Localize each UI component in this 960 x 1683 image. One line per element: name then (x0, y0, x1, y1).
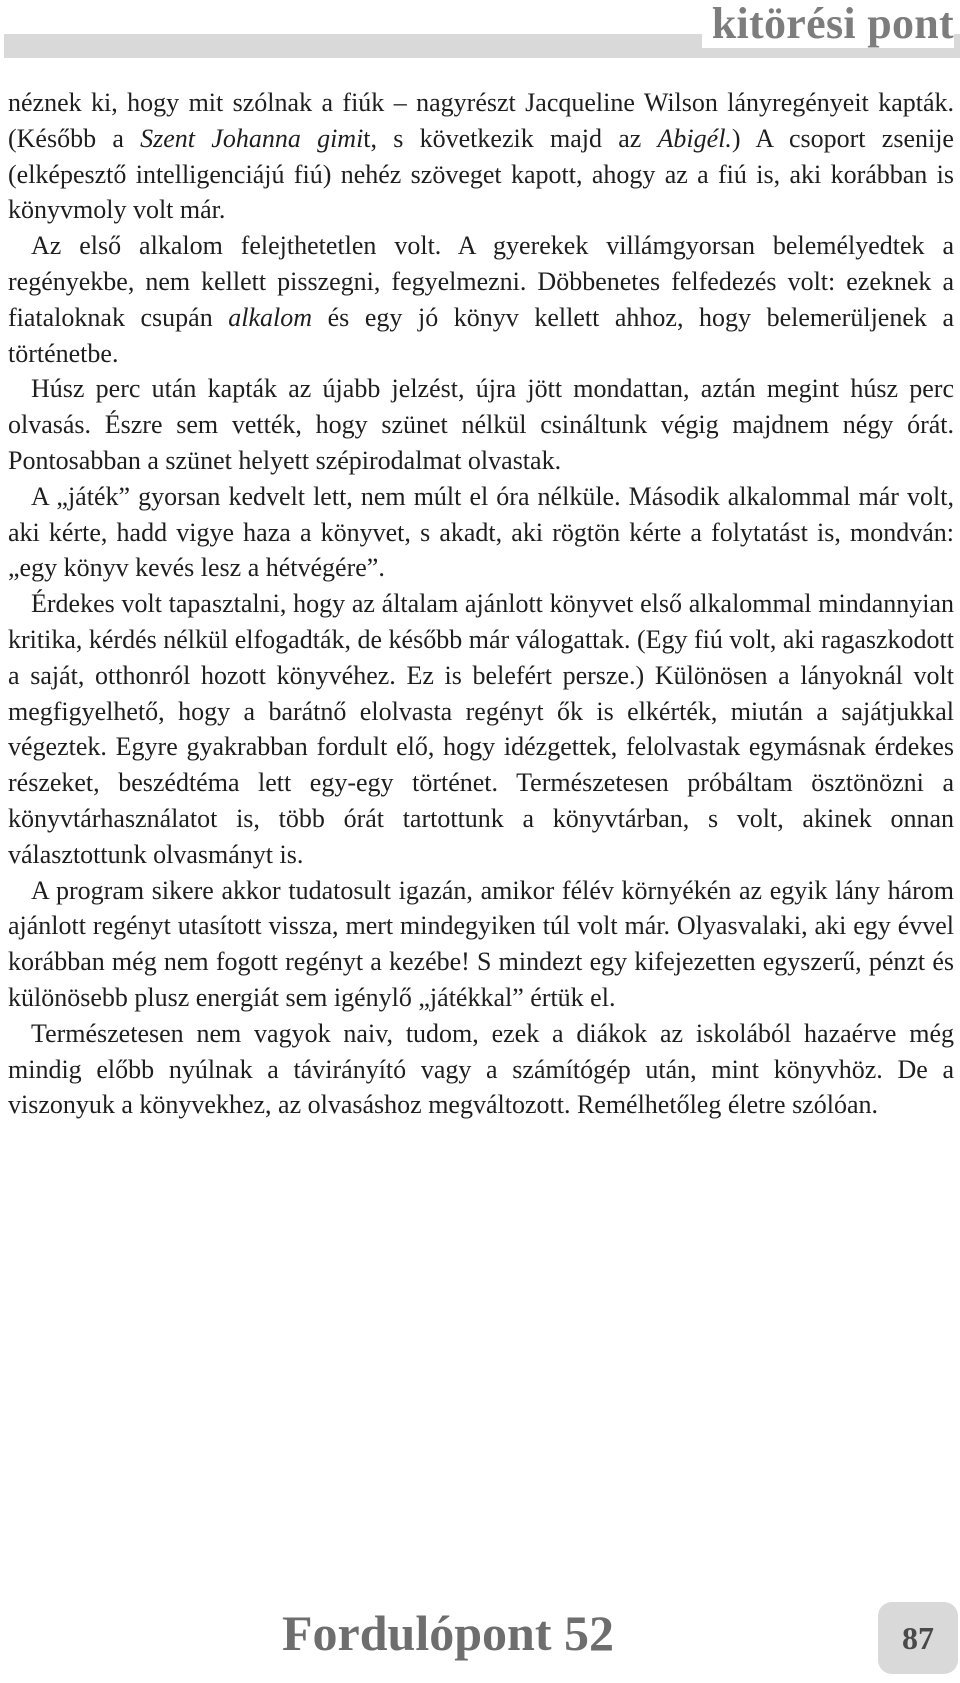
page-number-badge (878, 1602, 958, 1674)
paragraph (8, 85, 954, 228)
italic-text: alkalom (228, 302, 313, 332)
page-number: 87 (902, 1620, 934, 1656)
text-run: Érdekes volt tapasztalni, hogy az általam ajánlott könyvet első alkalommal mindannyian kritika, kérdés nélkül elfogadták, de később már válogattak. (Egy fiú volt, aki ragaszkodott a saját, otthonról hozott könyvéhez. Ez is belefért persze.) Különösen a lányoknál volt megfigyelhető, hogy a barátnő elolvasta regényt ők is elkérték, miután a sajátjukkal végeztek. Egyre gyakrabban fordult elő, hogy idézgettek, felolvastak egymásnak érdekes részeket, beszédtéma lett egy-egy történet. Természetesen próbáltam ösztönözni a könyvtárhasználatot is, több órát tartottunk a könyvtárban, s volt, akinek onnan választottunk olvasmányt is. (8, 589, 954, 869)
paragraph (8, 586, 954, 872)
paragraph (8, 371, 954, 478)
paragraph (8, 873, 954, 1016)
text-run: A program sikere akkor tudatosult igazán, amikor félév környékén az egyik lány három ajánlott regényt utasított vissza, mert mindegyiken túl volt már. Olyasvalaki, aki egy évvel korábban még nem fogott regényt a kezébe! S mindezt egy kifejezetten egyszerű, pénzt és különösebb plusz energiát sem igénylő „játékkal” értük el. (8, 875, 954, 1012)
paragraph (8, 1016, 954, 1123)
text-run: néznek ki, hogy mit szólnak a fiúk – nagyrészt Jacqueline Wilson lányregényeit kapták. (Később a (8, 88, 954, 153)
text-run: t, s következik majd az (363, 123, 658, 153)
journal-title: Fordulópont 52 (282, 1605, 615, 1661)
text-run: A „játék” gyorsan kedvelt lett, nem múlt el óra nélküle. Második alkalommal már volt, aki kérte, hadd vigye haza a könyvet, s akadt, aki rögtön kérte a folytatást is, mondván: „egy könyv kevés lesz a hétvégére”. (8, 481, 954, 583)
page-header (0, 0, 960, 60)
section-title: kitörési pont (702, 0, 954, 48)
paragraph (8, 479, 954, 586)
article-body (8, 85, 954, 1123)
italic-text: Abigél. (657, 123, 732, 153)
text-run: Természetesen nem vagyok naiv, tudom, ezek a diákok az iskolából hazaérve még mindig előbb nyúlnak a távirányító vagy a számítógép után, mint könyvhöz. De a viszonyuk a könyvekhez, az olvasáshoz megváltozott. Remélhetőleg életre szólóan. (8, 1018, 954, 1120)
text-run: és egy jó könyv kellett ahhoz, hogy belemerüljenek a történetbe. (8, 302, 954, 368)
text-run: ) A csoport zsenije (elképesztő intelligenciájú fiú) nehéz szöveget kapott, ahogy az a fiú is, aki korábban is könyvmoly volt már. (8, 123, 954, 225)
italic-text: Szent Johanna gimi (140, 123, 364, 153)
text-run: Az első alkalom felejthetetlen volt. A gyerekek villámgyorsan belemélyedtek a regényekbe, nem kellett pisszegni, fegyelmezni. Döbbenetes felfedezés volt: ezeknek a fiataloknak csupán (8, 231, 954, 332)
text-run: Húsz perc után kapták az újabb jelzést, újra jött mondattan, aztán megint húsz perc olvasás. Észre sem vették, hogy szünet nélkül csináltunk végig majdnem négy órát. Pontosabban a szünet helyett szépirodalmat olvastak. (8, 374, 954, 475)
paragraph (8, 228, 954, 371)
